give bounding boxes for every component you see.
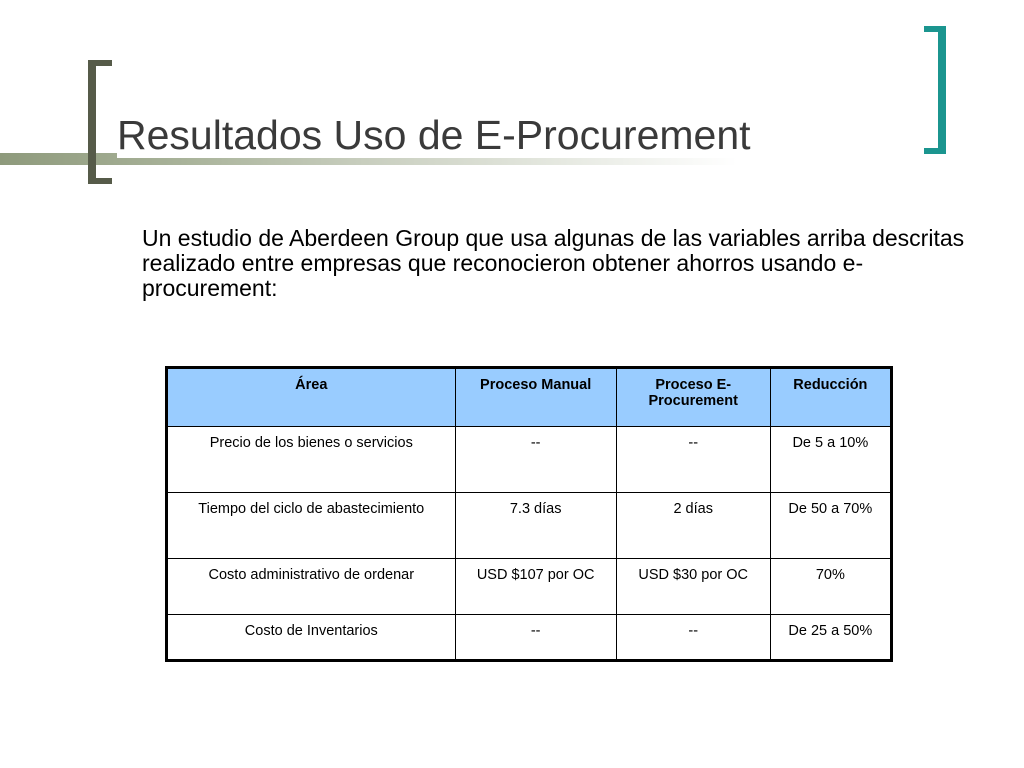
cell-reduction: 70% xyxy=(770,559,891,615)
header-eprocurement-process: Proceso E-Procurement xyxy=(616,368,770,427)
slide-title: Resultados Uso de E-Procurement xyxy=(117,113,757,158)
cell-eprocurement: USD $30 por OC xyxy=(616,559,770,615)
table-row xyxy=(167,559,892,615)
cell-reduction: De 5 a 10% xyxy=(770,427,891,493)
right-bracket-decoration xyxy=(924,26,946,154)
cell-manual: -- xyxy=(455,615,616,661)
table-row xyxy=(167,615,892,661)
intro-paragraph: Un estudio de Aberdeen Group que usa algunas de las variables arriba descritas realizado entre empresas que reconocieron obtener ahorros usando e-procurement: xyxy=(142,225,965,301)
header-area: Área xyxy=(167,368,456,427)
results-table xyxy=(165,366,893,662)
table-row xyxy=(167,493,892,559)
header-manual-process: Proceso Manual xyxy=(455,368,616,427)
cell-manual: -- xyxy=(455,427,616,493)
cell-eprocurement: -- xyxy=(616,615,770,661)
cell-eprocurement: 2 días xyxy=(616,493,770,559)
table-header-row xyxy=(167,368,892,427)
cell-area: Precio de los bienes o servicios xyxy=(167,427,456,493)
cell-eprocurement: -- xyxy=(616,427,770,493)
cell-area: Costo administrativo de ordenar xyxy=(167,559,456,615)
cell-area: Tiempo del ciclo de abastecimiento xyxy=(167,493,456,559)
cell-manual: 7.3 días xyxy=(455,493,616,559)
cell-manual: USD $107 por OC xyxy=(455,559,616,615)
cell-reduction: De 25 a 50% xyxy=(770,615,891,661)
cell-area: Costo de Inventarios xyxy=(167,615,456,661)
table-row xyxy=(167,427,892,493)
header-reduction: Reducción xyxy=(770,368,891,427)
left-bracket-decoration xyxy=(88,60,112,184)
cell-reduction: De 50 a 70% xyxy=(770,493,891,559)
